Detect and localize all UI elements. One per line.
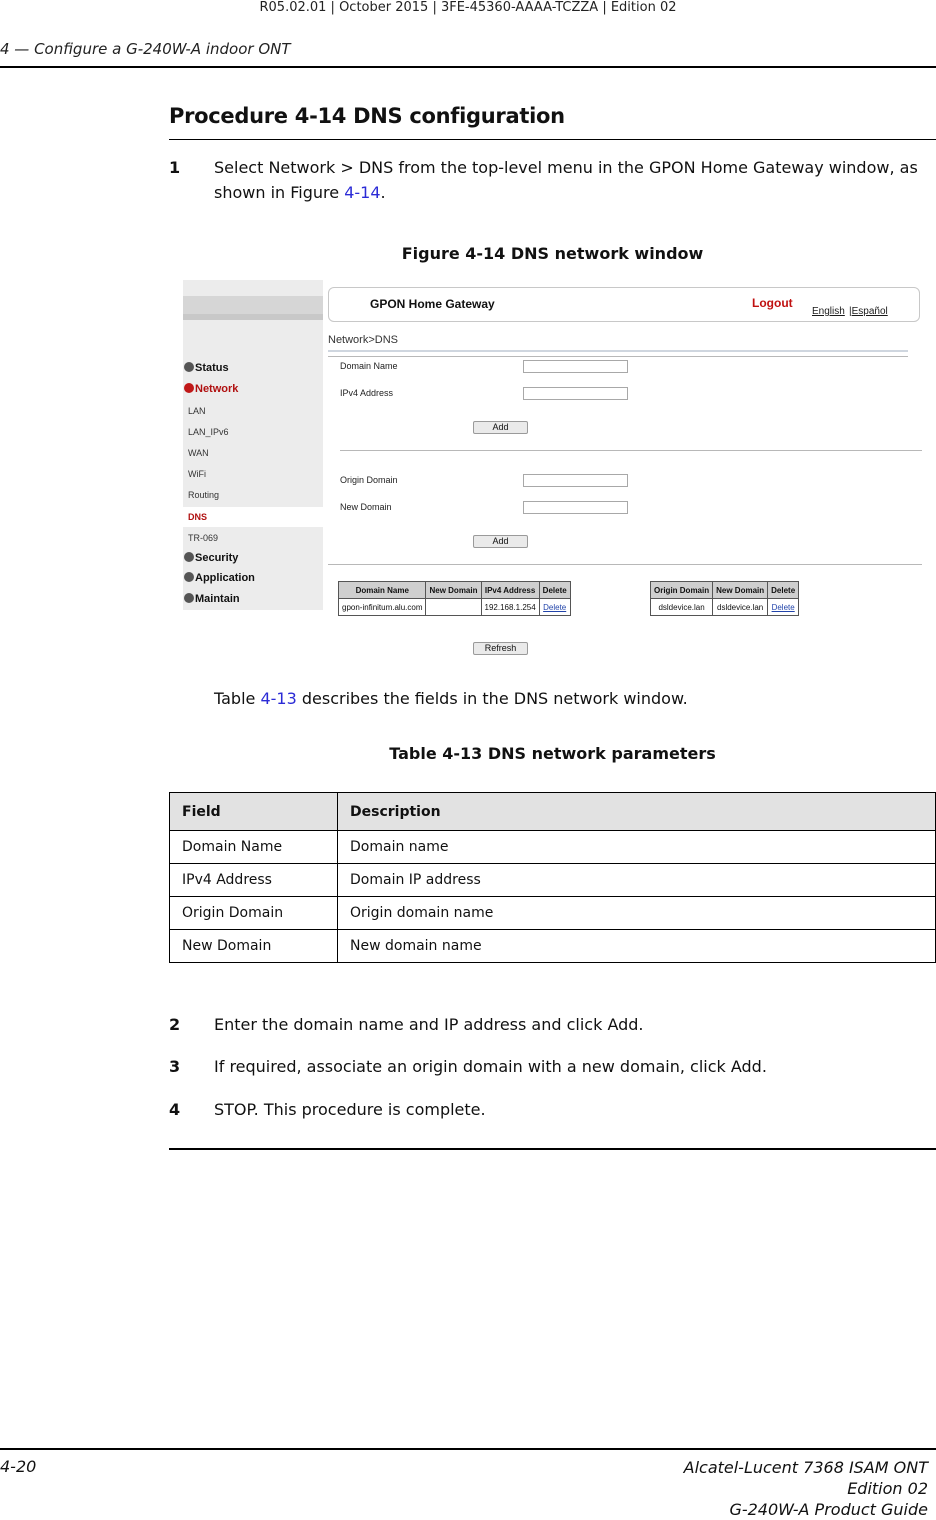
ipv4-address-label: IPv4 Address	[340, 388, 394, 398]
nav-sub-wan[interactable]: WAN	[188, 448, 209, 458]
step-number: 4	[169, 1100, 181, 1119]
nav-application[interactable]	[184, 572, 255, 584]
column-header: Description	[338, 793, 936, 831]
footer-guide: G-240W-A Product Guide	[729, 1500, 928, 1519]
column-header: New Domain	[426, 582, 481, 599]
step-number: 2	[169, 1015, 181, 1034]
language-espanol-link[interactable]	[849, 306, 888, 317]
table-row	[339, 599, 571, 616]
step-text: STOP. This procedure is complete.	[214, 1100, 486, 1119]
field-cell: New Domain	[170, 930, 338, 963]
origin-domain-table	[650, 581, 799, 616]
procedure-title: Procedure 4-14 DNS configuration	[169, 104, 565, 128]
table-intro	[214, 689, 688, 708]
nav-network[interactable]	[184, 383, 238, 395]
footer-product: Alcatel-Lucent 7368 ISAM ONT	[683, 1458, 928, 1477]
expand-bullet-icon	[184, 552, 194, 562]
banner-title: GPON Home Gateway	[370, 297, 495, 311]
domain-name-label: Domain Name	[340, 361, 398, 371]
table-row	[170, 864, 936, 897]
step-text	[214, 155, 934, 205]
table-link[interactable]: 4-13	[260, 689, 297, 708]
figure-link[interactable]: 4-14	[344, 183, 381, 202]
ipv4-address-input[interactable]	[523, 387, 628, 400]
add-origin-button[interactable]: Add	[473, 535, 528, 548]
origin-domain-label: Origin Domain	[340, 475, 398, 485]
nav-sub-wifi[interactable]: WiFi	[188, 469, 206, 479]
description-cell: Origin domain name	[338, 897, 936, 930]
step-text: Enter the domain name and IP address and click Add.	[214, 1015, 644, 1034]
nav-sub-tr069[interactable]: TR-069	[188, 533, 219, 543]
nav-status[interactable]	[184, 362, 229, 374]
nav-sub-lan-ipv6[interactable]: LAN_IPv6	[188, 427, 229, 437]
dns-parameters-table	[169, 792, 936, 963]
column-header: Delete	[539, 582, 570, 599]
delete-link[interactable]: Delete	[539, 599, 570, 616]
sidebar-header-shade	[183, 314, 323, 320]
description-cell: Domain IP address	[338, 864, 936, 897]
origin-domain-input[interactable]	[523, 474, 628, 487]
chapter-title: 4 — Configure a G-240W-A indoor ONT	[0, 40, 291, 58]
nav-security-label: Security	[195, 552, 239, 564]
expand-bullet-icon	[184, 572, 194, 582]
new-domain-label: New Domain	[340, 502, 392, 512]
delete-link[interactable]: Delete	[768, 599, 799, 616]
nav-network-label: Network	[195, 383, 239, 395]
table-row	[651, 599, 799, 616]
footer-rule	[0, 1448, 936, 1450]
sidebar-header-strip	[183, 296, 323, 314]
language-english-link[interactable]: English	[812, 306, 845, 317]
collapse-bullet-icon	[184, 383, 194, 393]
table-cell: dsldevice.lan	[713, 599, 768, 616]
table-cell: gpon-infinitum.alu.com	[339, 599, 426, 616]
step-number: 3	[169, 1057, 181, 1076]
page-number: 4-20	[0, 1457, 37, 1476]
dns-window-figure	[183, 280, 923, 660]
nav-sub-dns[interactable]: DNS	[188, 512, 208, 522]
logout-link[interactable]: Logout	[752, 296, 793, 310]
table-cell: 192.168.1.254	[481, 599, 539, 616]
table-cell	[426, 599, 481, 616]
breadcrumb-divider-thin	[328, 356, 908, 357]
expand-bullet-icon	[184, 362, 194, 372]
table-intro-text-end: describes the fields in the DNS network window.	[296, 689, 688, 708]
domain-name-input[interactable]	[523, 360, 628, 373]
column-header: IPv4 Address	[481, 582, 539, 599]
language-espanol-label: Español	[851, 306, 888, 317]
gateway-banner	[328, 287, 920, 322]
procedure-end-rule	[169, 1148, 936, 1150]
nav-status-label: Status	[195, 362, 229, 374]
header-rule	[0, 66, 936, 68]
field-cell: Domain Name	[170, 831, 338, 864]
domain-table	[338, 581, 571, 616]
language-separator: |	[849, 306, 852, 317]
nav-security[interactable]	[184, 552, 238, 564]
table-intro-text: Table	[214, 689, 261, 708]
nav-application-label: Application	[195, 572, 255, 584]
description-cell: Domain name	[338, 831, 936, 864]
new-domain-input[interactable]	[523, 501, 628, 514]
column-header: Delete	[768, 582, 799, 599]
table-cell: dsldevice.lan	[651, 599, 713, 616]
refresh-button[interactable]: Refresh	[473, 642, 528, 655]
column-header: Field	[170, 793, 338, 831]
column-header: Origin Domain	[651, 582, 713, 599]
step-text: If required, associate an origin domain with a new domain, click Add.	[214, 1057, 767, 1076]
tables-divider	[328, 564, 922, 565]
expand-bullet-icon	[184, 593, 194, 603]
breadcrumb-divider	[328, 350, 908, 352]
document-reference: R05.02.01 | October 2015 | 3FE-45360-AAAA-TCZZA | Edition 02	[259, 0, 677, 15]
nav-maintain[interactable]	[184, 593, 240, 605]
column-header: Domain Name	[339, 582, 426, 599]
description-cell: New domain name	[338, 930, 936, 963]
figure-caption: Figure 4-14 DNS network window	[401, 244, 704, 263]
nav-maintain-label: Maintain	[195, 593, 240, 605]
table-caption: Table 4-13 DNS network parameters	[389, 744, 716, 763]
add-domain-button[interactable]: Add	[473, 421, 528, 434]
nav-sub-routing[interactable]: Routing	[188, 490, 220, 500]
field-cell: IPv4 Address	[170, 864, 338, 897]
form-divider	[340, 450, 922, 451]
breadcrumb: Network>DNS	[328, 334, 398, 346]
step-text-end: .	[380, 183, 386, 202]
footer-product-info	[684, 1457, 928, 1520]
table-row	[170, 897, 936, 930]
nav-sub-lan[interactable]: LAN	[188, 406, 206, 416]
table-row	[170, 831, 936, 864]
field-cell: Origin Domain	[170, 897, 338, 930]
table-row	[170, 930, 936, 963]
procedure-title-rule	[169, 139, 936, 140]
nav-sidebar	[183, 280, 323, 610]
footer-edition: Edition 02	[847, 1479, 928, 1498]
column-header: New Domain	[713, 582, 768, 599]
step-number: 1	[169, 158, 181, 177]
step-text-part: Select Network > DNS from the top-level menu in the GPON Home Gateway window, as shown in Figure	[214, 158, 918, 202]
